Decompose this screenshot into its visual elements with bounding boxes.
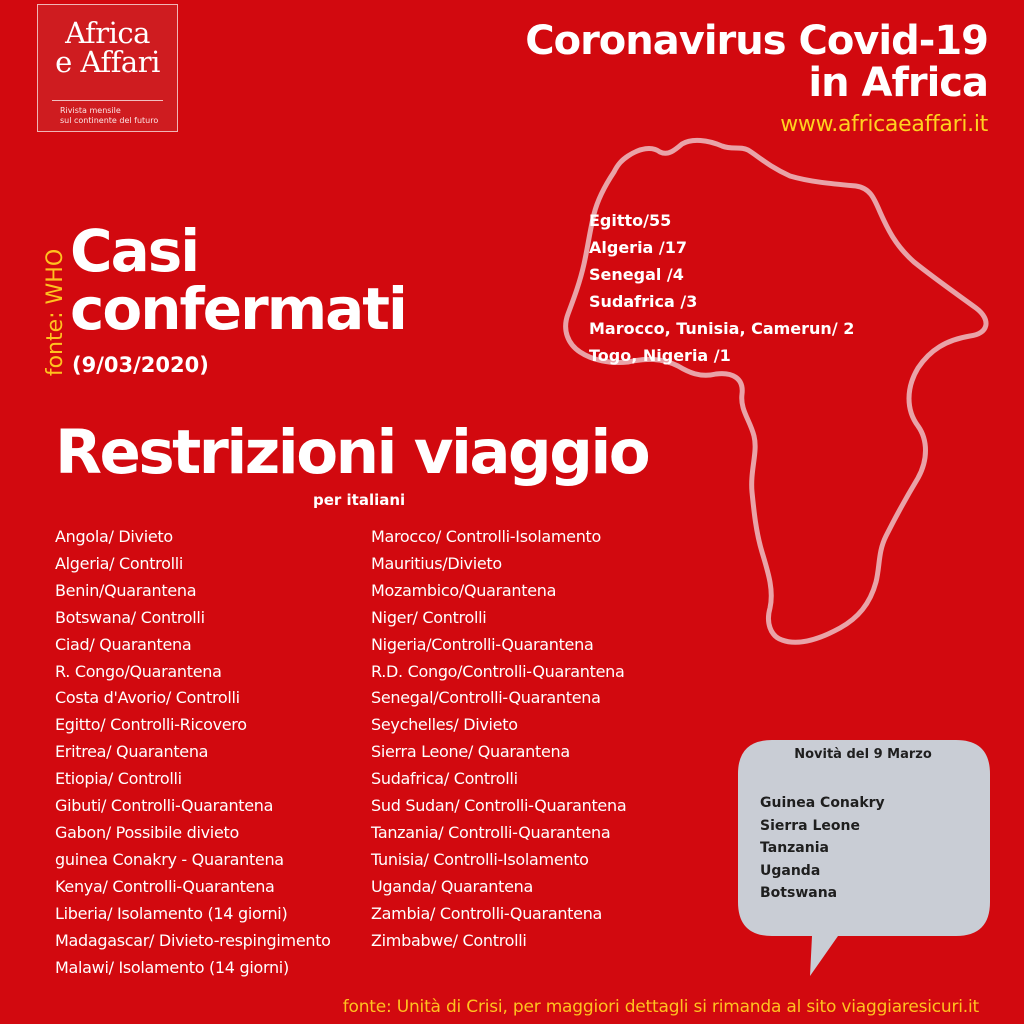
news-item: Botswana <box>760 885 838 901</box>
restriction-item: Ciad/ Quarantena <box>55 634 192 654</box>
restriction-item: Benin/Quarantena <box>55 580 197 600</box>
restriction-item: Etiopia/ Controlli <box>55 769 182 789</box>
restrictions-heading: Restrizioni viaggio <box>55 417 649 488</box>
footer-source: fonte: Unità di Crisi, per maggiori dettagli si rimanda al sito viaggiaresicuri.it <box>342 997 979 1017</box>
restrictions-column-2 <box>371 524 626 955</box>
who-source-label: fonte: WHO <box>43 248 69 376</box>
page-title: Coronavirus Covid-19 in Africa <box>525 18 988 106</box>
restriction-item: Mauritius/Divieto <box>371 553 502 573</box>
restriction-item: Uganda/ Quarantena <box>371 876 533 896</box>
logo <box>37 4 178 132</box>
restriction-item: Tunisia/ Controlli-Isolamento <box>371 849 589 869</box>
restriction-item: Seychelles/ Divieto <box>371 715 518 735</box>
restriction-item: Botswana/ Controlli <box>55 607 205 627</box>
restriction-item: Marocco/ Controlli-Isolamento <box>371 527 602 546</box>
logo-name: Africa e Affari <box>55 16 160 79</box>
restriction-item: Egitto/ Controlli-Ricovero <box>55 715 247 735</box>
news-list <box>760 792 885 905</box>
case-item: Senegal /4 <box>589 265 684 284</box>
restriction-item: guinea Conakry - Quarantena <box>55 849 284 869</box>
case-item: Egitto/55 <box>589 211 672 230</box>
restriction-item: Sud Sudan/ Controlli-Quarantena <box>371 796 627 816</box>
news-title: Novità del 9 Marzo <box>794 747 932 762</box>
news-item: Tanzania <box>760 840 829 856</box>
case-item: Algeria /17 <box>589 238 688 257</box>
logo-tagline: Rivista mensile sul continente del futuro <box>60 106 159 125</box>
restriction-item: R. Congo/Quarantena <box>55 661 222 681</box>
restriction-item: Nigeria/Controlli-Quarantena <box>371 634 594 654</box>
news-item: Uganda <box>760 862 821 879</box>
logo-divider <box>52 100 163 101</box>
case-item: Marocco, Tunisia, Camerun/ 2 <box>589 319 855 338</box>
restriction-item: Madagascar/ Divieto-respingimento <box>55 930 331 950</box>
restriction-item: Malawi/ Isolamento (14 giorni) <box>55 957 289 977</box>
report-date: (9/03/2020) <box>72 353 209 377</box>
restriction-item: Costa d'Avorio/ Controlli <box>55 688 240 708</box>
restriction-item: Senegal/Controlli-Quarantena <box>371 688 601 708</box>
restriction-item: Zambia/ Controlli-Quarantena <box>371 903 603 923</box>
restriction-item: Sierra Leone/ Quarantena <box>371 742 570 762</box>
confirmed-cases-heading: Casi confermati <box>70 217 406 343</box>
restriction-item: R.D. Congo/Controlli-Quarantena <box>371 661 625 681</box>
restriction-item: Eritrea/ Quarantena <box>55 742 209 762</box>
restriction-item: Algeria/ Controlli <box>55 553 184 573</box>
cases-list <box>589 207 854 369</box>
restriction-item: Gibuti/ Controlli-Quarantena <box>55 796 274 816</box>
restriction-item: Kenya/ Controlli-Quarantena <box>55 876 275 896</box>
restriction-item: Zimbabwe/ Controlli <box>371 930 527 950</box>
restrictions-subtitle: per italiani <box>313 491 406 509</box>
website-link[interactable]: www.africaeaffari.it <box>780 112 988 137</box>
restriction-item: Gabon/ Possibile divieto <box>55 822 239 842</box>
restriction-item: Mozambico/Quarantena <box>371 580 557 600</box>
news-item: Guinea Conakry <box>760 795 885 811</box>
restrictions-column-1 <box>55 524 331 981</box>
restriction-item: Sudafrica/ Controlli <box>371 769 518 789</box>
news-item: Sierra Leone <box>760 817 861 834</box>
case-item: Togo, Nigeria /1 <box>589 346 731 365</box>
restriction-item: Angola/ Divieto <box>55 527 173 546</box>
restriction-item: Tanzania/ Controlli-Quarantena <box>371 822 611 842</box>
restriction-item: Liberia/ Isolamento (14 giorni) <box>55 903 288 923</box>
restriction-item: Niger/ Controlli <box>371 607 487 627</box>
case-item: Sudafrica /3 <box>589 292 698 311</box>
